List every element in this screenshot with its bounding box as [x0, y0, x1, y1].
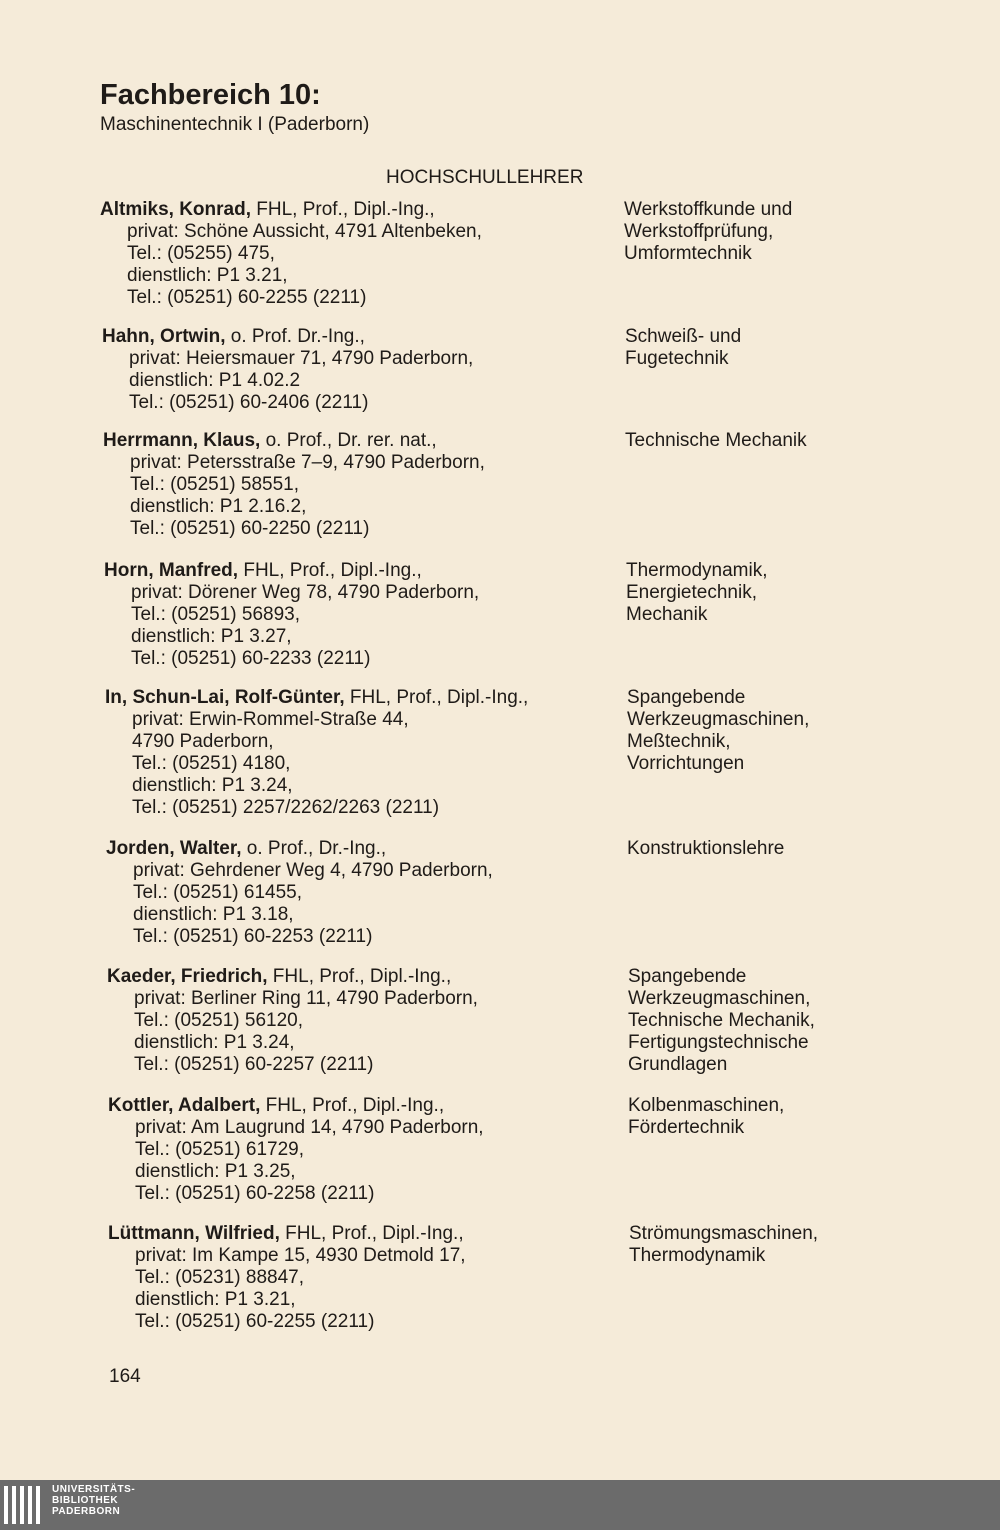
entry-detail-line: privat: Berliner Ring 11, 4790 Paderborn, — [134, 988, 478, 1009]
entry-name-line — [108, 1223, 608, 1245]
entry-subject-line: Technische Mechanik, — [628, 1010, 815, 1031]
entry-detail-line: Tel.: (05251) 60-2255 (2211) — [127, 287, 367, 308]
entry-subject-line: Umformtechnik — [624, 243, 752, 264]
entry-subject-line: Werkstoffprüfung, — [624, 221, 774, 242]
entry-detail-line: Tel.: (05231) 88847, — [135, 1267, 305, 1288]
entry-name-line — [108, 1095, 608, 1117]
page-subtitle: Maschinentechnik I (Paderborn) — [100, 114, 370, 135]
entry-subject-line: Werkzeugmaschinen, — [628, 988, 811, 1009]
entry-name-line — [102, 326, 602, 348]
entry-subject-line: Strömungsmaschinen, — [629, 1223, 819, 1244]
entry-subject-line: Technische Mechanik — [625, 430, 807, 451]
entry-subjects — [629, 1223, 869, 1267]
entry-name-line — [103, 430, 603, 452]
entry-detail-line: Tel.: (05251) 60-2253 (2211) — [133, 926, 373, 947]
entry-detail-line: Tel.: (05251) 56893, — [131, 604, 301, 625]
entry-subject-line: Vorrichtungen — [627, 753, 745, 774]
entry-subjects — [628, 966, 868, 1076]
entry-detail-line: privat: Dörener Weg 78, 4790 Paderborn, — [131, 582, 480, 603]
entry-detail-line: Tel.: (05251) 61729, — [135, 1139, 305, 1160]
entry-subject-line: Werkzeugmaschinen, — [627, 709, 810, 730]
entry-subject-line: Thermodynamik, — [626, 560, 768, 581]
entry-contact — [108, 1223, 608, 1333]
entry-contact — [106, 838, 606, 948]
entry-name-line — [106, 838, 606, 860]
entry-subject-line: Konstruktionslehre — [627, 838, 785, 859]
entry-name: Hahn, Ortwin, — [102, 326, 226, 347]
entry-name: Jorden, Walter, — [106, 838, 242, 859]
entry-detail-line: dienstlich: P1 3.24, — [132, 775, 293, 796]
entry-detail-line: privat: Am Laugrund 14, 4790 Paderborn, — [135, 1117, 484, 1138]
entry-detail-line: dienstlich: P1 3.18, — [133, 904, 294, 925]
entry-subject-line: Werkstoffkunde und — [624, 199, 793, 220]
entry-contact — [105, 687, 605, 819]
library-footer — [0, 1480, 1000, 1530]
entry-detail-line: Tel.: (05251) 61455, — [133, 882, 303, 903]
entry-detail-line: 4790 Paderborn, — [132, 731, 274, 752]
entry-detail-line: privat: Im Kampe 15, 4930 Detmold 17, — [135, 1245, 466, 1266]
entry-subject-line: Fertigungstechnische — [628, 1032, 809, 1053]
library-name-line: PADERBORN — [52, 1506, 121, 1517]
entry-name-line — [107, 966, 607, 988]
entry-subject-line: Thermodynamik — [629, 1245, 766, 1266]
entry-subject-line: Spangebende — [627, 687, 746, 708]
library-name-line: UNIVERSITÄTS- — [52, 1484, 136, 1495]
entry-detail-line: privat: Heiersmauer 71, 4790 Paderborn, — [129, 348, 474, 369]
entry-subjects — [628, 1095, 868, 1139]
entry-title: o. Prof., Dr. rer. nat., — [260, 430, 437, 451]
entry-title: FHL, Prof., Dipl.-Ing., — [267, 966, 452, 987]
entry-detail-line: Tel.: (05251) 60-2257 (2211) — [134, 1054, 374, 1075]
entry-title: FHL, Prof., Dipl.-Ing., — [279, 1223, 464, 1244]
entry-detail-line: dienstlich: P1 2.16.2, — [130, 496, 307, 517]
entry-contact — [102, 326, 602, 414]
entry-detail-line: dienstlich: P1 3.21, — [135, 1289, 296, 1310]
entry-contact — [103, 430, 603, 540]
entry-name-line — [100, 199, 600, 221]
entry-subjects — [624, 199, 864, 265]
entry-title: o. Prof., Dr.-Ing., — [241, 838, 387, 859]
entry-contact — [107, 966, 607, 1076]
entry-detail-line: dienstlich: P1 3.27, — [131, 626, 292, 647]
entry-contact — [100, 199, 600, 309]
entry-name: Kottler, Adalbert, — [108, 1095, 261, 1116]
entry-detail-line: Tel.: (05251) 60-2250 (2211) — [130, 518, 370, 539]
entry-detail-line: privat: Gehrdener Weg 4, 4790 Paderborn, — [133, 860, 493, 881]
library-logo-icon — [4, 1486, 44, 1524]
entry-detail-line: Tel.: (05251) 60-2406 (2211) — [129, 392, 369, 413]
entry-subjects — [626, 560, 866, 626]
entry-detail-line: dienstlich: P1 3.21, — [127, 265, 288, 286]
entry-detail-line: Tel.: (05251) 4180, — [132, 753, 291, 774]
entry-detail-line: Tel.: (05251) 60-2255 (2211) — [135, 1311, 375, 1332]
entry-subject-line: Kolbenmaschinen, — [628, 1095, 785, 1116]
section-label: HOCHSCHULLEHRER — [386, 167, 584, 188]
entry-detail-line: Tel.: (05255) 475, — [127, 243, 275, 264]
entry-detail-line: Tel.: (05251) 2257/2262/2263 (2211) — [132, 797, 440, 818]
entry-subject-line: Spangebende — [628, 966, 747, 987]
entry-name: Lüttmann, Wilfried, — [108, 1223, 280, 1244]
entry-subjects — [627, 838, 867, 860]
entry-title: FHL, Prof., Dipl.-Ing., — [344, 687, 529, 708]
entry-subject-line: Mechanik — [626, 604, 708, 625]
page-title: Fachbereich 10: — [100, 79, 321, 111]
entry-contact — [104, 560, 604, 670]
entry-title: FHL, Prof., Dipl.-Ing., — [238, 560, 422, 581]
entry-detail-line: Tel.: (05251) 58551, — [130, 474, 300, 495]
page-number: 164 — [109, 1366, 141, 1387]
entry-detail-line: privat: Petersstraße 7–9, 4790 Paderborn, — [130, 452, 485, 473]
entry-subject-line: Fugetechnik — [625, 348, 729, 369]
entry-name: Kaeder, Friedrich, — [107, 966, 268, 987]
library-name-line: BIBLIOTHEK — [52, 1495, 119, 1506]
entry-subjects — [625, 326, 865, 370]
entry-contact — [108, 1095, 608, 1205]
entry-subject-line: Meßtechnik, — [627, 731, 731, 752]
entry-detail-line: dienstlich: P1 3.25, — [135, 1161, 296, 1182]
entry-subject-line: Grundlagen — [628, 1054, 728, 1075]
entry-detail-line: Tel.: (05251) 56120, — [134, 1010, 304, 1031]
entry-name: Altmiks, Konrad, — [100, 199, 251, 220]
entry-name: Herrmann, Klaus, — [103, 430, 261, 451]
entry-detail-line: Tel.: (05251) 60-2258 (2211) — [135, 1183, 375, 1204]
entry-detail-line: Tel.: (05251) 60-2233 (2211) — [131, 648, 371, 669]
entry-detail-line: privat: Schöne Aussicht, 4791 Altenbeken, — [127, 221, 482, 242]
entry-subjects — [627, 687, 867, 775]
entry-name-line — [104, 560, 604, 582]
entry-subjects — [625, 430, 865, 452]
entry-title: FHL, Prof., Dipl.-Ing., — [260, 1095, 445, 1116]
entry-detail-line: dienstlich: P1 4.02.2 — [129, 370, 301, 391]
page-heading — [100, 78, 369, 137]
library-name — [52, 1484, 135, 1517]
entry-subject-line: Energietechnik, — [626, 582, 757, 603]
entry-name: Horn, Manfred, — [104, 560, 239, 581]
entry-name-line — [105, 687, 605, 709]
entry-title: o. Prof. Dr.-Ing., — [225, 326, 365, 347]
entry-name: In, Schun-Lai, Rolf-Günter, — [105, 687, 345, 708]
entry-title: FHL, Prof., Dipl.-Ing., — [250, 199, 435, 220]
entry-detail-line: dienstlich: P1 3.24, — [134, 1032, 295, 1053]
entry-detail-line: privat: Erwin-Rommel-Straße 44, — [132, 709, 409, 730]
entry-subject-line: Fördertechnik — [628, 1117, 745, 1138]
entry-subject-line: Schweiß- und — [625, 326, 742, 347]
